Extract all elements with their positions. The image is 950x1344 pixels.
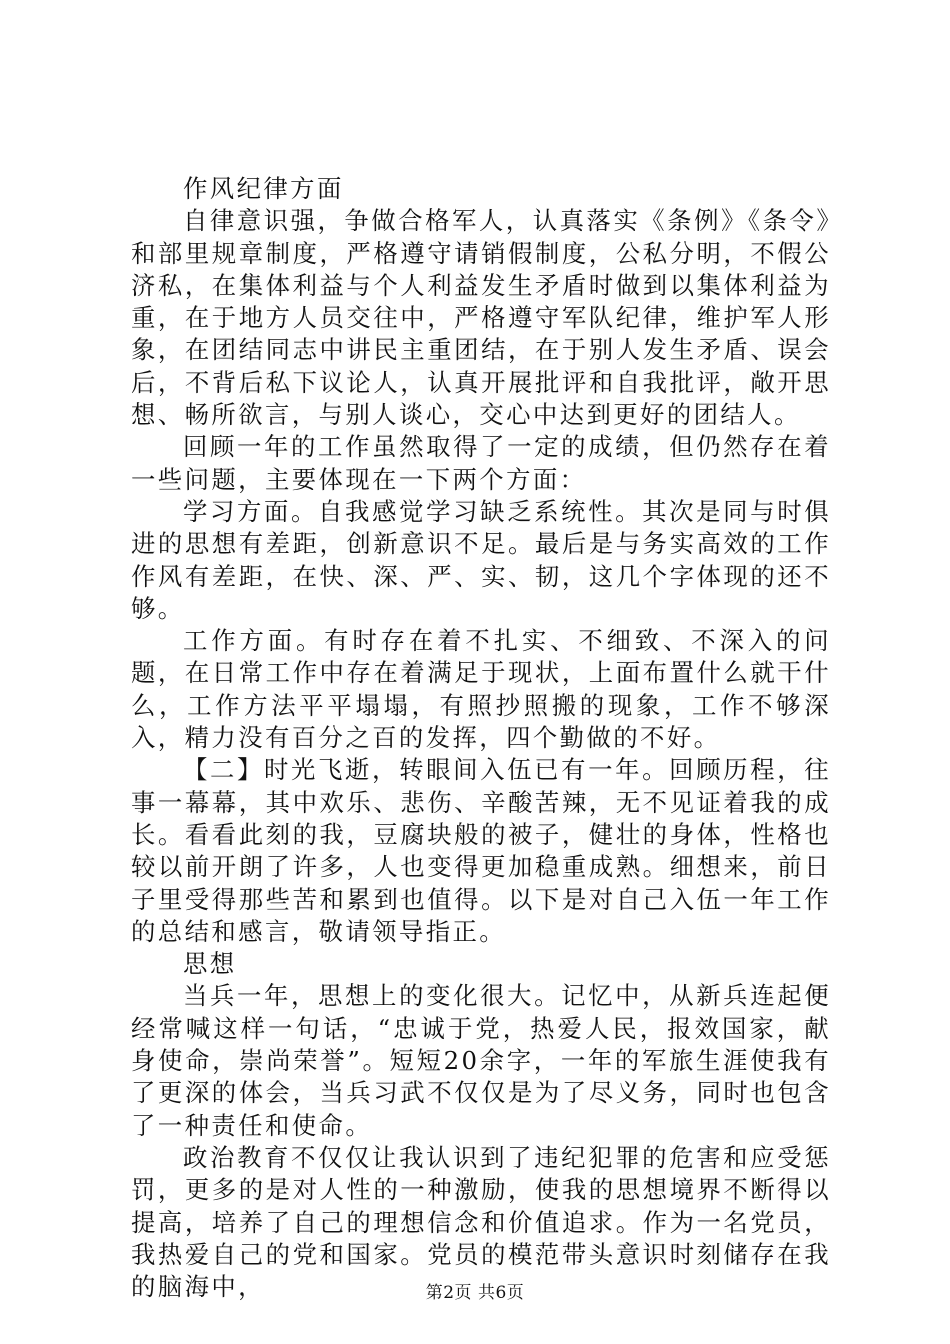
section-heading-discipline: 作风纪律方面 <box>183 174 344 203</box>
paragraph-study: 学习方面。自我感觉学习缺乏系统性。其次是同与时俱进的思想有差距，创新意识不足。最后是与务实高效的工作作风有差距，在快、深、严、实、韧，这几个字体现的还不够。 <box>131 496 831 623</box>
paragraph-discipline: 自律意识强，争做合格军人，认真落实《条例》《条令》和部里规章制度，严格遵守请销假制度，公私分明，不假公济私，在集体利益与个人利益发生矛盾时做到以集体利益为重，在于地方人员交往中，严格遵守军队纪律，维护军人形象，在团结同志中讲民主重团结，在于别人发生矛盾、误会后，不背后私下议论人，认真开展批评和自我批评，敞开思想、畅所欲言，与别人谈心，交心中达到更好的团结人。 <box>131 206 831 430</box>
paragraph-political-education: 政治教育不仅仅让我认识到了违纪犯罪的危害和应受惩罚，更多的是对人性的一种激励，使我的思想境界不断得以提高，培养了自己的理想信念和价值追求。作为一名党员，我热爱自己的党和国家。党员的模范带头意识时刻储存在我的脑海中， <box>131 1142 831 1302</box>
document-body <box>131 173 831 1303</box>
paragraph-thought: 当兵一年，思想上的变化很大。记忆中，从新兵连起便经常喊这样一句话，“忠诚于党，热爱人民，报效国家，献身使命，崇尚荣誉”。短短20余字，一年的军旅生涯使我有了更深的体会，当兵习武不仅仅是为了尽义务，同时也包含了一种责任和使命。 <box>131 981 831 1140</box>
section-heading-thought: 思想 <box>183 949 237 979</box>
paragraph-part-two: 【二】时光飞逝，转眼间入伍已有一年。回顾历程，往事一幕幕，其中欢乐、悲伤、辛酸苦辣，无不见证着我的成长。看看此刻的我，豆腐块般的被子，健壮的身体，性格也较以前开朗了许多，人也变得更加稳重成熟。细想来，前日子里受得那些苦和累到也值得。以下是对自己入伍一年工作的总结和感言，敬请领导指正。 <box>131 755 831 946</box>
page-footer: 第2页 共6页 <box>425 1283 525 1303</box>
paragraph-work: 工作方面。有时存在着不扎实、不细致、不深入的问题，在日常工作中存在着满足于现状，上面布置什么就干什么，工作方法平平塌塌，有照抄照搬的现象，工作不够深入，精力没有百分之百的发挥，四个勤做的不好。 <box>131 626 831 753</box>
paragraph-review: 回顾一年的工作虽然取得了一定的成绩，但仍然存在着一些问题，主要体现在一下两个方面： <box>131 432 831 494</box>
